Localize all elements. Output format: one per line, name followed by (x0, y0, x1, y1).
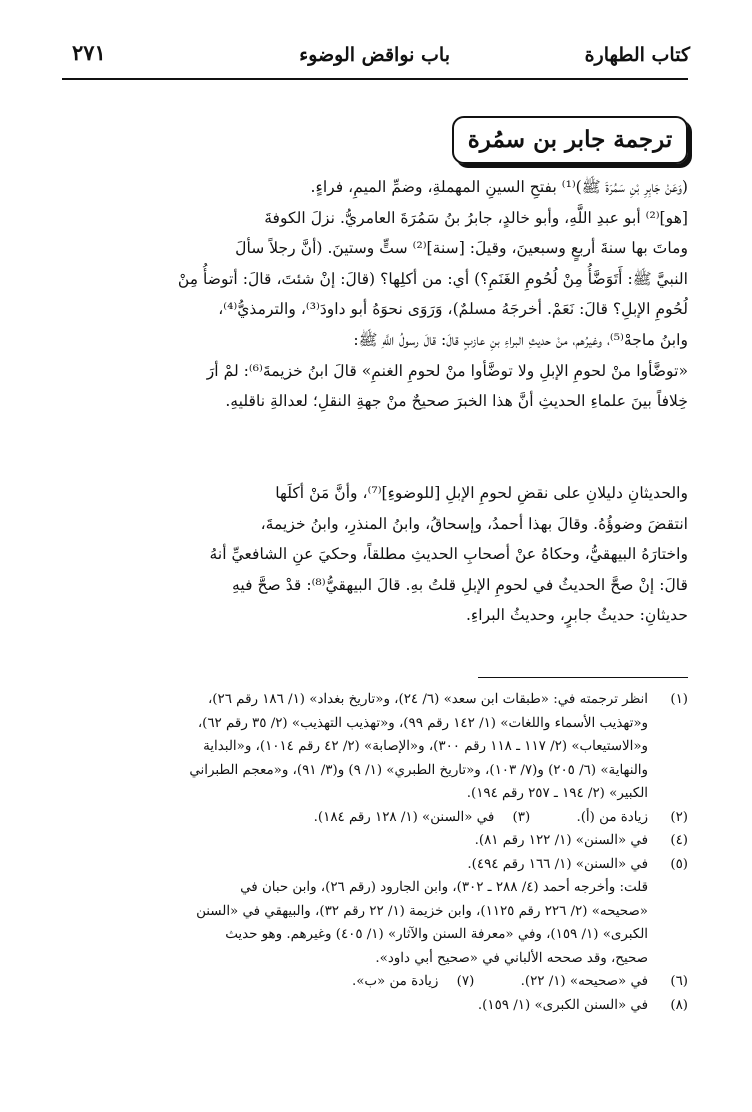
footnote-line: و«الاستيعاب» (٢/ ١١٧ ـ ١١٨ رقم ٣٠٠)، و«الإصابة» (٢/ ٤٢ رقم ١٠١٤)، و«البداية (203, 739, 648, 754)
footnote-number: (٨) (670, 997, 688, 1013)
chapter-title: باب نواقض الوضوء (299, 44, 450, 66)
running-header (60, 40, 690, 76)
footnote-number: (٥) (670, 856, 688, 872)
footnote-text: زيادة من (أ). (576, 809, 648, 825)
text-line: واختارَهُ البيهقيُّ، وحكاهُ عنْ أصحابِ الحديثِ مطلقاً، وحكيَ عنِ الشافعيِّ أنهُ (209, 545, 688, 564)
footnote-text: زيادة من «ب». (351, 974, 439, 989)
footnote-6-7 (70, 970, 688, 994)
text-line: لُحُومِ الإبلِ؟ قالَ: نَعَمْ. أخرجَهُ مسلمٌ)، وَرَوَى نحوَهُ أبو داودَ⁽³⁾، والترمذيُّ⁽⁴⁾، (218, 300, 688, 319)
book-title: كتاب الطهارة (584, 44, 690, 66)
footnote-rule (478, 677, 688, 678)
footnote-4 (70, 829, 688, 853)
footnotes (70, 688, 688, 1017)
footnote-text: في «السنن الكبرى» (١/ ١٥٩). (477, 997, 648, 1013)
text-line: [هو]⁽²⁾ أبو عبدِ اللَّهِ، وأبو خالدٍ، جابرُ بنُ سَمُرَةَ العامريُّ. نزلَ الكوفةَ (264, 208, 688, 227)
page-number: ٢٧١ (72, 40, 106, 65)
text-line: انتقضَ وضوؤُهُ. وقالَ بهذا أحمدُ، وإسحاقُ، وابنُ المنذرِ، وابنُ خزيمةَ، (260, 514, 688, 533)
footnote-number: (٣) (512, 809, 531, 825)
text-line: والحديثانِ دليلانِ على نقضِ لحومِ الإبلِ [للوضوءِ]⁽⁷⁾، وأنَّ مَنْ أكلَها (275, 484, 688, 502)
section-title: ترجمة جابر بن سمُرة (452, 116, 688, 164)
footnote-8 (70, 994, 688, 1018)
paragraph-1 (76, 172, 688, 417)
text-line: خِلافاً بينَ علماءِ الحديثِ أنَّ هذا الخبرَ صحيحٌ منْ جهةِ النقلِ؛ لعدالةِ ناقليهِ. (225, 392, 688, 411)
footnote-line: و«تهذيب الأسماء واللغات» (١/ ١٤٢ رقم ٩٩)، و«تهذيب التهذيب» (٢/ ٣٥ رقم ٦٢)، (197, 715, 648, 731)
footnote-line: في «السنن» (١/ ١٦٦ رقم ٤٩٤). (467, 856, 648, 872)
paragraph-2 (76, 478, 688, 631)
footnote-number: (١) (670, 692, 688, 707)
text-line: وابنُ ماجهْ⁽⁵⁾، وغيرُهم، منْ حديثِ البراءِ بنِ عازبٍ قالَ: قالَ رسولُ اللَّهِ ﷺ: (353, 330, 688, 349)
footnote-number: (٦) (670, 974, 688, 989)
footnote-line: الكبير» (٢/ ١٩٤ ـ ٢٥٧ رقم ١٩٤). (466, 786, 648, 801)
text-line: «توضَّأوا منْ لحومِ الإبلِ ولا توضَّأوا منْ لحومِ الغنمِ» قالَ ابنُ خزيمةَ⁽⁶⁾: لمْ أرَ (206, 361, 688, 380)
text-line: قالَ: إنْ صحَّ الحديثُ في لحومِ الإبلِ قلتُ بهِ. قالَ البيهقيُّ⁽⁸⁾: قدْ صحَّ فيهِ (232, 575, 688, 594)
text-line: (وَعَنْ جَابِرِ بْنِ سَمُرَةَ ﷺ)⁽¹⁾ بفتحِ السينِ المهملةِ، وضمِّ الميمِ، فراءٍ. (310, 178, 688, 196)
footnote-number: (٤) (670, 833, 688, 848)
footnote-number: (٢) (670, 809, 688, 825)
footnote-number: (٧) (456, 974, 475, 989)
footnote-line: انظر ترجمته في: «طبقات ابن سعد» (٦/ ٢٤)، و«تاريخ بغداد» (١/ ١٨٦ رقم ٢٦)، (207, 692, 648, 707)
footnote-2-3 (70, 806, 688, 830)
footnote-line: صحيح، وقد صححه الألباني في «صحيح أبي داود». (375, 950, 648, 966)
footnote-line: والنهاية» (٦/ ٢٠٥) و(٧/ ١٠٣)، و«تاريخ الطبري» (١/ ٩) و(٣/ ٩١)، و«معجم الطبراني (189, 762, 648, 778)
footnote-line: «صحيحه» (٢/ ٢٢٦ رقم ١١٢٥)، وابن خزيمة (١/ ٢٢ رقم ٣٢)، والبيهقي في «السنن (196, 903, 648, 919)
footnote-line: قلت: وأخرجه أحمد (٤/ ٢٨٨ ـ ٣٠٢)، وابن الجارود (رقم ٢٦)، وابن حبان في (240, 880, 648, 895)
footnote-text: في «السنن» (١/ ١٢٢ رقم ٨١). (474, 833, 648, 848)
text-line: وماتَ بها سنةَ أربعٍ وسبعينَ، وقيلَ: [سنة]⁽²⁾ ستٍّ وستينَ. (أنَّ رجلاً سألَ (235, 239, 688, 258)
footnote-line: الكبرى» (١/ ١٥٩)، وفي «معرفة السنن والآثار» (١/ ٤٠٥) وغيرهم. وهو حديث (225, 927, 648, 942)
header-rule (62, 78, 688, 80)
footnote-text: في «السنن» (١/ ١٢٨ رقم ١٨٤). (313, 809, 495, 825)
footnote-5 (70, 853, 688, 971)
text-line: النبيَّ ﷺ: أَتَوَضَّأُ مِنْ لُحُومِ الغَنَمِ؟) أي: من أكلِها؟ (قالَ: إنْ شئتَ، قالَ: أتوضأُ مِنْ (177, 269, 688, 288)
footnote-text: في «صحيحه» (١/ ٢٢). (520, 974, 648, 989)
text-line: حديثانِ: حديثُ جابرٍ، وحديثُ البراءِ. (465, 606, 688, 625)
footnote-1 (70, 688, 688, 806)
